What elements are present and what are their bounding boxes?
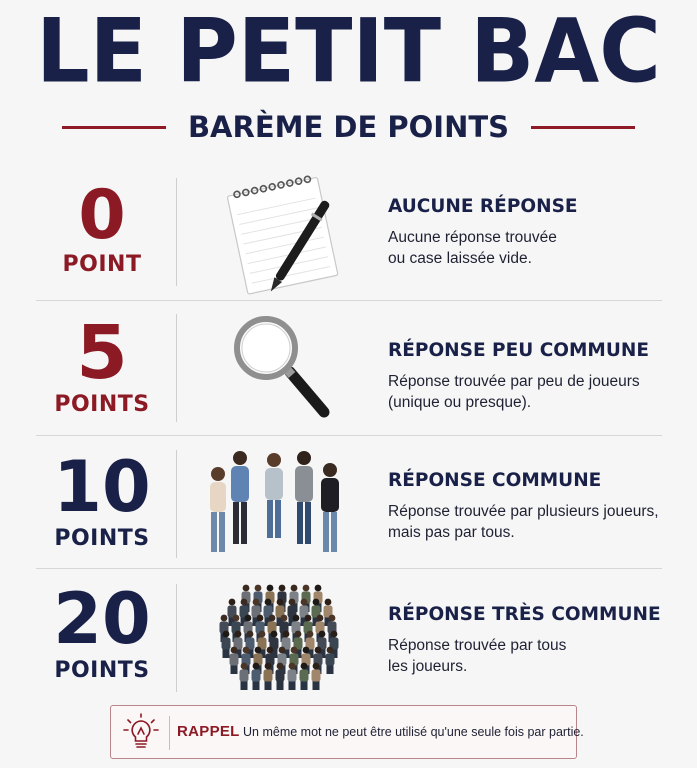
row-separator	[176, 178, 177, 286]
score-points-0	[36, 168, 168, 298]
row-separator	[176, 450, 177, 558]
score-heading: RÉPONSE PEU COMMUNE	[388, 340, 649, 361]
score-heading: RÉPONSE TRÈS COMMUNE	[388, 604, 661, 625]
reminder-box	[110, 705, 584, 759]
notepad-pen-icon	[196, 168, 366, 298]
score-desc-line2: (unique ou presque).	[388, 394, 532, 411]
score-text-0	[388, 196, 668, 269]
score-desc-line1: Réponse trouvée par tous	[388, 637, 567, 654]
score-heading: AUCUNE RÉPONSE	[388, 196, 578, 217]
score-row-0	[36, 168, 662, 298]
small-group-icon	[196, 440, 366, 570]
row-divider	[36, 568, 662, 569]
row-separator	[176, 584, 177, 692]
page-title: LE PETIT BAC	[36, 0, 661, 103]
page-subtitle: BARÈME DE POINTS	[187, 110, 510, 144]
score-value: 5	[76, 310, 128, 396]
score-value: 20	[53, 578, 151, 660]
row-separator	[176, 314, 177, 422]
magnifying-glass-icon	[196, 304, 366, 434]
score-desc-line1: Réponse trouvée par peu de joueurs	[388, 373, 640, 390]
subtitle-row	[0, 108, 697, 148]
score-row-3	[36, 574, 662, 704]
score-row-2	[36, 440, 662, 570]
score-unit: POINTS	[54, 658, 150, 683]
score-row-1	[36, 304, 662, 434]
score-unit: POINT	[62, 252, 142, 277]
reminder-message: Un même mot ne peut être utilisé qu'une seule fois par partie.	[243, 725, 584, 739]
score-value: 10	[53, 446, 151, 528]
score-desc-line2: les joueurs.	[388, 658, 468, 675]
score-desc-line2: mais pas par tous.	[388, 524, 515, 541]
score-points-1	[36, 304, 168, 434]
score-unit: POINTS	[54, 392, 150, 417]
score-value: 0	[78, 176, 126, 255]
reminder-label: RAPPEL	[177, 723, 240, 740]
score-text-1	[388, 340, 668, 413]
score-unit: POINTS	[54, 526, 150, 551]
score-heading: RÉPONSE COMMUNE	[388, 470, 602, 491]
score-points-3	[36, 574, 168, 704]
lightbulb-icon	[121, 712, 161, 754]
score-text-2	[388, 470, 668, 543]
score-desc-line2: ou case laissée vide.	[388, 250, 532, 267]
crowd-icon	[196, 574, 366, 704]
reminder-separator	[169, 716, 170, 750]
score-points-2	[36, 440, 168, 570]
subtitle-divider-left	[62, 126, 166, 129]
score-text-3	[388, 604, 668, 677]
row-divider	[36, 300, 662, 301]
score-desc-line1: Aucune réponse trouvée	[388, 229, 557, 246]
score-desc-line1: Réponse trouvée par plusieurs joueurs,	[388, 503, 659, 520]
row-divider	[36, 435, 662, 436]
subtitle-divider-right	[531, 126, 635, 129]
